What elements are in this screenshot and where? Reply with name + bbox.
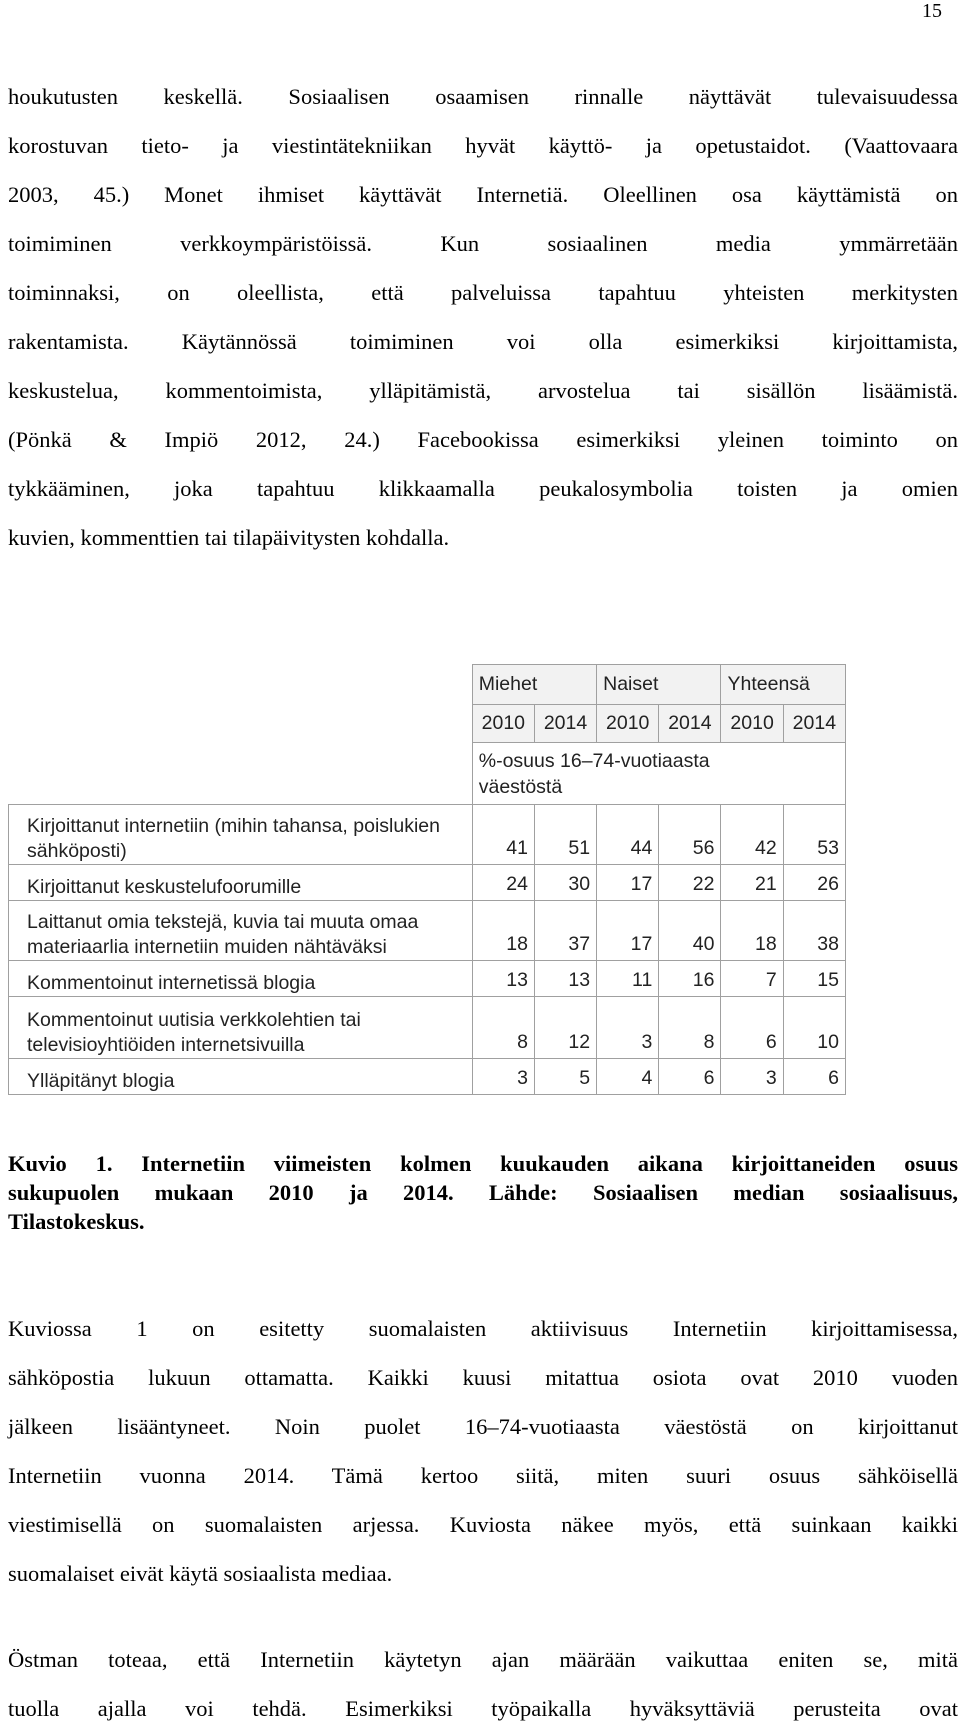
unit-label-line: %-osuus 16–74-vuotiaasta	[478, 749, 710, 772]
unit-label	[472, 743, 845, 805]
row-label	[9, 865, 473, 901]
text-line: 2003, 45.) Monet ihmiset käyttävät Internetiä. Oleellinen osa käyttämistä on	[8, 182, 958, 207]
text-line: houkutusten keskellä. Sosiaalisen osaamisen rinnalle näyttävät tulevaisuudessa	[8, 84, 958, 109]
table-cell: 10	[783, 997, 845, 1059]
table-cell: 56	[659, 805, 721, 865]
table-cell: 3	[721, 1059, 783, 1095]
table-cell: 5	[534, 1059, 596, 1095]
table-cell: 16	[659, 961, 721, 997]
table-corner	[9, 743, 473, 805]
text-line: rakentamista. Käytännössä toimiminen voi olla esimerkiksi kirjoittamista,	[8, 329, 958, 354]
group-header: Yhteensä	[721, 665, 846, 705]
table-cell: 30	[534, 865, 596, 901]
row-label-line: Laittanut omia tekstejä, kuvia tai muuta omaa	[27, 911, 419, 933]
row-label-line: materiaarlia internetiin muiden nähtäväksi	[27, 936, 387, 958]
table-cell: 7	[721, 961, 783, 997]
caption-line: Tilastokeskus.	[8, 1209, 145, 1234]
year-header: 2010	[721, 705, 783, 743]
row-label-line: sähköposti)	[27, 840, 127, 862]
table-cell: 3	[472, 1059, 534, 1095]
table-row	[9, 901, 846, 961]
text-line: toimiminen verkkoympäristöissä. Kun sosiaalinen media ymmärretään	[8, 231, 958, 256]
row-label	[9, 997, 473, 1059]
table-row	[9, 961, 846, 997]
unit-label-line: väestöstä	[478, 775, 563, 798]
text-line: (Pönkä & Impiö 2012, 24.) Facebookissa esimerkiksi yleinen toiminto on	[8, 427, 958, 452]
row-label	[9, 961, 473, 997]
table-cell: 22	[659, 865, 721, 901]
text-line: Östman toteaa, että Internetiin käytetyn ajan määrään vaikuttaa eniten se, mitä	[8, 1647, 958, 1672]
text-line: sähköpostia lukuun ottamatta. Kaikki kuusi mitattua osiota ovat 2010 vuoden	[8, 1365, 958, 1390]
year-header: 2010	[597, 705, 659, 743]
table-cell: 51	[534, 805, 596, 865]
text-line: toiminnaksi, on oleellista, että palveluissa tapahtuu yhteisten merkitysten	[8, 280, 958, 305]
text-line: keskustelua, kommentoimista, ylläpitämistä, arvostelua tai sisällön lisäämistä.	[8, 378, 958, 403]
table-cell: 17	[597, 901, 659, 961]
table-cell: 40	[659, 901, 721, 961]
paragraph-3	[8, 1635, 958, 1733]
table-row	[9, 1059, 846, 1095]
table-cell: 21	[721, 865, 783, 901]
row-label	[9, 1059, 473, 1095]
table-cell: 18	[472, 901, 534, 961]
paragraph-2	[8, 1304, 958, 1598]
page-number: 15	[922, 0, 942, 22]
table-cell: 26	[783, 865, 845, 901]
table-cell: 6	[783, 1059, 845, 1095]
table-row	[9, 865, 846, 901]
table-cell: 42	[721, 805, 783, 865]
text-line: korostuvan tieto- ja viestintätekniikan hyvät käyttö- ja opetustaidot. (Vaattovaara	[8, 133, 958, 158]
row-label	[9, 805, 473, 865]
table-cell: 4	[597, 1059, 659, 1095]
year-header: 2014	[534, 705, 596, 743]
table-cell: 37	[534, 901, 596, 961]
row-label-line: Kirjoittanut internetiin (mihin tahansa, poislukien	[27, 815, 440, 837]
table-cell: 8	[472, 997, 534, 1059]
caption-line: sukupuolen mukaan 2010 ja 2014. Lähde: Sosiaalisen median sosiaalisuus,	[8, 1180, 958, 1205]
row-label-line: Kommentoinut internetissä blogia	[27, 972, 316, 994]
row-label-line: Kommentoinut uutisia verkkolehtien tai	[27, 1009, 361, 1031]
text-line: suomalaiset eivät käytä sosiaalista mediaa.	[8, 1561, 393, 1586]
text-line: tykkääminen, joka tapahtuu klikkaamalla peukalosymbolia toisten ja omien	[8, 476, 958, 501]
table-cell: 13	[472, 961, 534, 997]
table-cell: 38	[783, 901, 845, 961]
caption-line: Kuvio 1. Internetiin viimeisten kolmen kuukauden aikana kirjoittaneiden osuus	[8, 1151, 958, 1176]
figure-table-image	[8, 664, 846, 1136]
table-cell: 24	[472, 865, 534, 901]
table-corner	[9, 705, 473, 743]
table-row	[9, 805, 846, 865]
row-label-line: televisioyhtiöiden internetsivuilla	[27, 1034, 305, 1056]
year-header: 2014	[783, 705, 845, 743]
group-header: Miehet	[472, 665, 596, 705]
table-cell: 41	[472, 805, 534, 865]
table-cell: 8	[659, 997, 721, 1059]
year-header: 2014	[659, 705, 721, 743]
row-label-line: Kirjoittanut keskustelufoorumille	[27, 876, 302, 898]
text-line: viestimisellä on suomalaisten arjessa. Kuviosta näkee myös, että suinkaan kaikki	[8, 1512, 958, 1537]
year-header: 2010	[472, 705, 534, 743]
group-header: Naiset	[597, 665, 721, 705]
table-row	[9, 997, 846, 1059]
table-cell: 6	[659, 1059, 721, 1095]
text-line: kuvien, kommenttien tai tilapäivitysten kohdalla.	[8, 525, 450, 550]
text-line: Kuviossa 1 on esitetty suomalaisten aktiivisuus Internetiin kirjoittamisessa,	[8, 1316, 958, 1341]
text-line: jälkeen lisääntyneet. Noin puolet 16–74-vuotiaasta väestöstä on kirjoittanut	[8, 1414, 958, 1439]
table-cell: 17	[597, 865, 659, 901]
table-cell: 44	[597, 805, 659, 865]
table-cell: 15	[783, 961, 845, 997]
table-cell: 13	[534, 961, 596, 997]
table-cell: 11	[597, 961, 659, 997]
row-label-line: Ylläpitänyt blogia	[27, 1070, 175, 1092]
row-label	[9, 901, 473, 961]
text-line: Internetiin vuonna 2014. Tämä kertoo siitä, miten suuri osuus sähköisellä	[8, 1463, 958, 1488]
statistics-table	[8, 664, 846, 1095]
table-cell: 18	[721, 901, 783, 961]
figure-caption	[8, 1149, 958, 1236]
table-corner	[9, 665, 473, 705]
table-cell: 6	[721, 997, 783, 1059]
paragraph-1	[8, 72, 958, 562]
table-cell: 12	[534, 997, 596, 1059]
text-line: tuolla ajalla voi tehdä. Esimerkiksi työpaikalla hyväksyttäviä perusteita ovat	[8, 1696, 958, 1721]
table-cell: 53	[783, 805, 845, 865]
table-cell: 3	[597, 997, 659, 1059]
